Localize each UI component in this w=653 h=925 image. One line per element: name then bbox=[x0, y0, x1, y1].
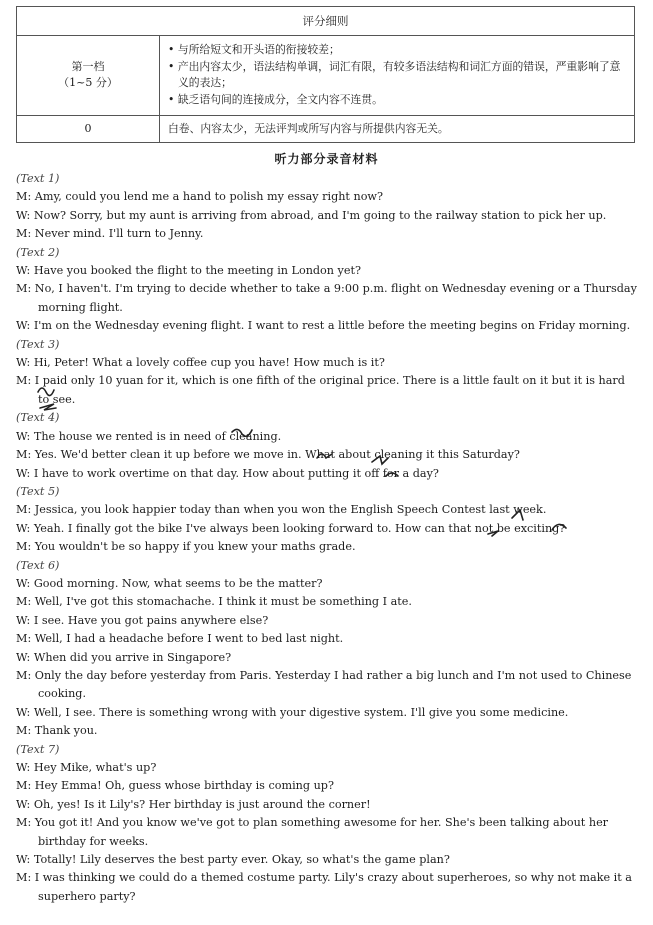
text-label: (Text 5) bbox=[16, 484, 60, 498]
dialogue-line: M: Well, I've got this stomachache. I think it must be something I ate. bbox=[16, 595, 412, 609]
dialogue-line: W: Well, I see. There is something wrong with your digestive system. I'll give you some medicine. bbox=[16, 705, 569, 719]
dialogue-line: W: The house we rented is in need of cleaning. bbox=[16, 429, 282, 443]
dialogue-line: M: Thank you. bbox=[16, 724, 98, 738]
dialogue-line: W: Hi, Peter! What a lovely coffee cup you have! How much is it? bbox=[16, 356, 385, 370]
text-label: (Text 4) bbox=[16, 411, 60, 425]
dialogue-line: W: I'm on the Wednesday evening flight. I want to rest a little before the meeting begins on Friday morning. bbox=[16, 319, 631, 333]
rubric-level-name: 第一档 bbox=[71, 59, 105, 73]
dialogue-line: M: I was thinking we could do a themed costume party. Lily's crazy about superheroes, so why not make it a superhero party? bbox=[16, 871, 632, 903]
dialogue-line: M: Jessica, you look happier today than when you won the English Speech Contest last week. bbox=[16, 503, 547, 517]
text-label: (Text 2) bbox=[16, 245, 60, 259]
dialogue-line: M: Only the day before yesterday from Paris. Yesterday I had rather a big lunch and I'm not used to Chinese cooking. bbox=[16, 668, 632, 701]
section-title: 听力部分录音材料 bbox=[274, 152, 379, 166]
dialogue-line: W: Yeah. I finally got the bike I've always been looking forward to. How can that not be exciting? bbox=[16, 521, 566, 535]
rubric-criterion: • 缺乏语句间的连接成分，全文内容不连贯。 bbox=[168, 93, 383, 107]
rubric-criterion: • 产出内容太少，语法结构单调，词汇有限，有较多语法结构和词汇方面的错误，严重影响了意义的表达； bbox=[168, 59, 621, 90]
dialogue-line: W: Hey Mike, what's up? bbox=[16, 761, 157, 774]
dialogue-line: W: Totally! Lily deserves the best party ever. Okay, so what's the game plan? bbox=[16, 853, 450, 867]
listening-transcript bbox=[16, 170, 638, 906]
dialogue-line: W: I have to work overtime on that day. How about putting it off for a day? bbox=[16, 466, 439, 480]
dialogue-line: W: Oh, yes! Is it Lily's? Her birthday is just around the corner! bbox=[16, 797, 371, 811]
text-label: (Text 1) bbox=[16, 172, 60, 185]
rubric-level-range: （1~5 分） bbox=[58, 76, 118, 90]
dialogue-line: W: I see. Have you got pains anywhere else? bbox=[16, 613, 269, 627]
dialogue-line: M: Well, I had a headache before I went to bed last night. bbox=[16, 632, 344, 646]
dialogue-line: M: No, I haven't. I'm trying to decide whether to take a 9:00 p.m. flight on Wednesday evening or a Thursday morning flight. bbox=[16, 282, 637, 314]
text-label: (Text 7) bbox=[16, 742, 60, 756]
rubric-header: 评分细则 bbox=[17, 7, 635, 36]
rubric-criterion: • 与所给短文和开头语的衔接较差； bbox=[168, 43, 340, 56]
rubric-criteria-cell bbox=[160, 36, 635, 116]
dialogue-line: M: Yes. We'd better clean it up before we move in. What about cleaning it this Saturday? bbox=[16, 448, 520, 462]
rubric-level-cell bbox=[17, 36, 160, 116]
text-label: (Text 6) bbox=[16, 558, 60, 572]
dialogue-line: M: Hey Emma! Oh, guess whose birthday is coming up? bbox=[16, 779, 334, 793]
dialogue-line: W: Now? Sorry, but my aunt is arriving from abroad, and I'm going to the railway station to pick her up. bbox=[16, 208, 607, 222]
dialogue-line: M: You got it! And you know we've got to plan something awesome for her. She's been talking about her birthday for weeks. bbox=[16, 816, 609, 848]
dialogue-line: W: Good morning. Now, what seems to be the matter? bbox=[16, 576, 323, 590]
dialogue-line: M: You wouldn't be so happy if you knew your maths grade. bbox=[16, 540, 356, 554]
rubric-zero-score: 0 bbox=[17, 115, 160, 142]
dialogue-line: W: When did you arrive in Singapore? bbox=[16, 650, 232, 664]
rubric-zero-desc: 白卷、内容太少，无法评判或所写内容与所提供内容无关。 bbox=[160, 115, 635, 142]
dialogue-line: M: Never mind. I'll turn to Jenny. bbox=[16, 227, 204, 241]
dialogue-line: W: Have you booked the flight to the meeting in London yet? bbox=[16, 264, 361, 278]
dialogue-line: M: I paid only 10 yuan for it, which is one fifth of the original price. There is a little fault on it but it is hard to see. bbox=[16, 374, 625, 406]
text-label: (Text 3) bbox=[16, 337, 60, 351]
scoring-rubric-table bbox=[16, 6, 635, 143]
dialogue-line: M: Amy, could you lend me a hand to polish my essay right now? bbox=[16, 190, 384, 204]
